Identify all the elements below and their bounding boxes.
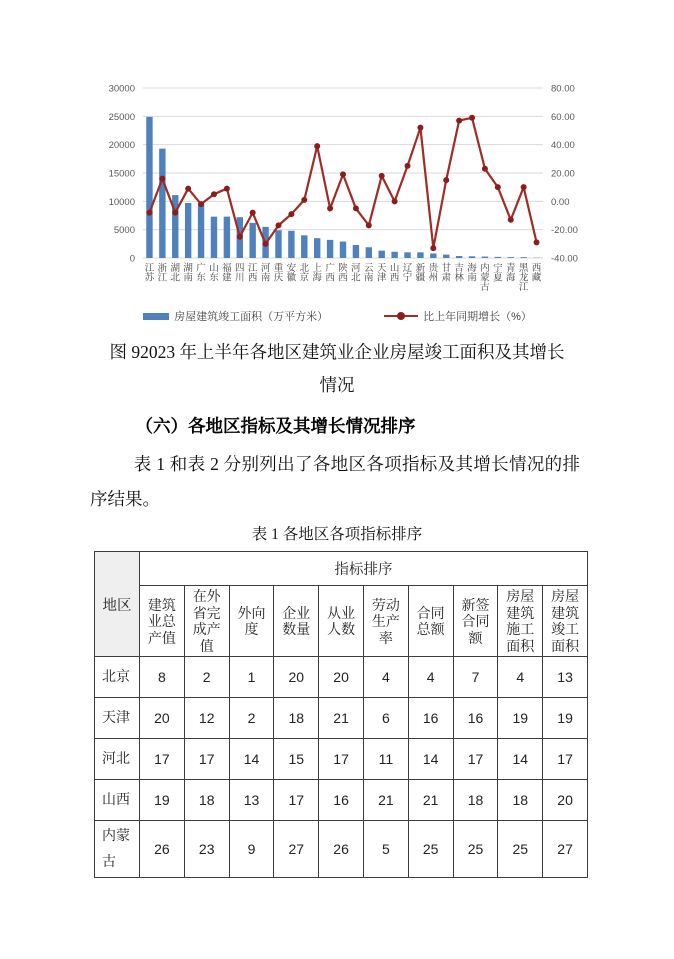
left-axis-tick-label: 5000	[113, 225, 135, 237]
bar	[443, 255, 449, 258]
right-axis-tick-label: 0.00	[551, 196, 570, 208]
rank-cell: 17	[274, 780, 319, 821]
bar-legend-swatch	[143, 313, 169, 320]
indicator-column-header: 建筑业总产值	[140, 586, 185, 657]
bar	[366, 247, 372, 258]
rank-cell: 16	[408, 698, 453, 739]
rank-cell: 4	[363, 657, 408, 698]
bar	[275, 230, 281, 258]
line-marker	[237, 234, 243, 240]
bar	[249, 223, 255, 258]
table-header	[95, 552, 588, 657]
category-label: 辽宁	[402, 263, 413, 284]
rank-cell: 19	[498, 698, 543, 739]
rank-cell: 13	[543, 657, 588, 698]
region-cell: 北京	[95, 657, 140, 698]
table-row	[95, 657, 588, 698]
line-marker	[456, 118, 462, 124]
bar	[404, 252, 410, 258]
bar	[288, 231, 294, 258]
line-marker	[405, 163, 411, 169]
line-marker	[263, 241, 269, 247]
category-label: 内蒙古	[480, 263, 490, 293]
line-marker	[250, 210, 256, 216]
body-paragraph: 表 1 和表 2 分别列出了各地区各项指标及其增长情况的排序结果。	[90, 453, 580, 510]
line-marker	[495, 184, 501, 190]
category-label: 江西	[247, 263, 258, 284]
rank-cell: 11	[363, 739, 408, 780]
left-axis-tick-label: 20000	[108, 140, 135, 152]
rank-cell: 26	[319, 821, 364, 878]
line-marker	[159, 176, 165, 182]
line-marker	[353, 205, 359, 211]
table-row	[95, 739, 588, 780]
bar	[469, 256, 475, 258]
category-label: 福建	[222, 263, 232, 284]
rank-cell: 21	[408, 780, 453, 821]
rank-cell: 14	[229, 739, 274, 780]
rank-cell: 8	[140, 657, 185, 698]
line-marker	[379, 173, 385, 179]
bar	[224, 217, 230, 258]
bar	[508, 257, 514, 258]
bar	[185, 203, 191, 258]
category-label: 广西	[325, 263, 335, 284]
region-column-header: 地区	[95, 552, 140, 657]
bar	[379, 251, 385, 258]
bar	[482, 257, 488, 258]
category-label: 贵州	[428, 263, 439, 284]
line-marker	[366, 222, 372, 228]
line-marker	[430, 245, 436, 251]
left-axis-tick-label: 10000	[108, 196, 135, 208]
rank-cell: 23	[184, 821, 229, 878]
line-marker	[288, 211, 294, 217]
left-axis-tick-label: 25000	[108, 111, 135, 123]
region-cell: 河北	[95, 739, 140, 780]
region-cell: 内蒙古	[95, 821, 140, 878]
rank-cell: 25	[408, 821, 453, 878]
rank-cell: 25	[453, 821, 498, 878]
line-marker	[224, 186, 230, 192]
line-marker	[417, 125, 423, 131]
bar	[198, 204, 204, 258]
table-row	[95, 821, 588, 878]
line-marker	[301, 197, 307, 203]
bar	[456, 256, 462, 258]
left-axis-tick-label: 0	[129, 253, 135, 265]
bar	[417, 252, 423, 258]
rank-cell: 9	[229, 821, 274, 878]
left-axis-tick-label: 30000	[108, 83, 135, 95]
indicator-column-header: 劳动生产率	[363, 586, 408, 657]
rank-cell: 18	[274, 698, 319, 739]
category-label: 西藏	[531, 263, 542, 284]
category-label: 山东	[209, 263, 219, 284]
category-label: 河南	[260, 263, 271, 284]
right-axis-tick-label: -20.00	[551, 225, 578, 237]
rank-cell: 26	[140, 821, 185, 878]
line-marker	[392, 198, 398, 204]
category-label: 广东	[196, 263, 206, 284]
indicator-column-header: 房屋建筑竣工面积	[543, 586, 588, 657]
indicator-header-row	[95, 586, 588, 657]
table-caption: 表 1 各地区各项指标排序	[251, 526, 423, 544]
bar	[353, 245, 359, 258]
rank-cell: 4	[408, 657, 453, 698]
bar	[211, 217, 217, 258]
rank-cell: 2	[229, 698, 274, 739]
line-legend-label: 比上年同期增长（%）	[423, 311, 532, 323]
line-marker	[443, 177, 449, 183]
bar	[520, 257, 526, 258]
rank-cell: 13	[229, 780, 274, 821]
rank-cell: 1	[229, 657, 274, 698]
line-marker	[172, 210, 178, 216]
table-row	[95, 698, 588, 739]
bar	[146, 117, 152, 258]
indicator-column-header: 企业数量	[274, 586, 319, 657]
rank-cell: 18	[184, 780, 229, 821]
category-label: 湖北	[170, 263, 181, 284]
line-marker	[482, 166, 488, 172]
rank-cell: 17	[543, 739, 588, 780]
completion-area-chart	[85, 82, 590, 324]
rank-cell: 12	[184, 698, 229, 739]
rank-cell: 25	[498, 821, 543, 878]
category-label: 江苏	[144, 263, 155, 284]
right-axis-tick-label: 60.00	[551, 111, 575, 123]
category-label: 天津	[376, 263, 387, 284]
legend-item-bar	[143, 308, 328, 324]
line-marker	[211, 191, 217, 197]
group-header: 指标排序	[140, 552, 588, 586]
rank-cell: 19	[543, 698, 588, 739]
category-label: 吉林	[454, 263, 464, 284]
rank-cell: 20	[140, 698, 185, 739]
indicator-column-header: 房屋建筑施工面积	[498, 586, 543, 657]
rank-cell: 14	[498, 739, 543, 780]
right-axis-tick-label: 20.00	[551, 168, 575, 180]
chart-canvas	[85, 82, 590, 306]
rank-cell: 15	[274, 739, 319, 780]
line-marker	[146, 210, 152, 216]
line-marker	[185, 186, 191, 192]
section-heading: （六）各地区指标及其增长情况排序	[135, 415, 416, 436]
category-label: 浙江	[157, 263, 168, 284]
bar-legend-label: 房屋建筑竣工面积（万平方米）	[174, 311, 329, 323]
legend-item-line	[384, 308, 532, 324]
indicator-column-header: 外向度	[229, 586, 274, 657]
bar	[340, 242, 346, 258]
line-marker	[198, 201, 204, 207]
line-legend-marker	[384, 315, 418, 318]
category-label: 北京	[299, 263, 310, 284]
bar	[430, 253, 436, 258]
rank-cell: 21	[319, 698, 364, 739]
figure-caption: 图 92023 年上半年各地区建筑业企业房屋竣工面积及其增长情况	[109, 342, 565, 396]
category-label: 云南	[364, 263, 374, 284]
rank-cell: 20	[274, 657, 319, 698]
table-row	[95, 780, 588, 821]
rank-cell: 4	[498, 657, 543, 698]
rank-cell: 20	[543, 780, 588, 821]
bar	[327, 240, 333, 258]
marker-dot	[397, 312, 405, 320]
rank-cell: 21	[363, 780, 408, 821]
rank-cell: 18	[498, 780, 543, 821]
rank-cell: 7	[453, 657, 498, 698]
indicator-column-header: 合同总额	[408, 586, 453, 657]
line-marker	[314, 143, 320, 149]
indicator-rank-table	[94, 551, 588, 878]
rank-cell: 20	[319, 657, 364, 698]
line-marker	[275, 222, 281, 228]
indicator-column-header: 从业人数	[319, 586, 364, 657]
category-label: 甘肃	[441, 263, 451, 284]
rank-cell: 17	[184, 739, 229, 780]
rank-cell: 5	[363, 821, 408, 878]
rank-cell: 14	[408, 739, 453, 780]
category-label: 宁夏	[493, 263, 503, 284]
category-label: 新疆	[415, 263, 426, 284]
rank-cell: 6	[363, 698, 408, 739]
category-label: 湖南	[183, 263, 193, 284]
line-marker	[340, 171, 346, 177]
rank-cell: 18	[453, 780, 498, 821]
indicator-column-header: 在外省完成产值	[184, 586, 229, 657]
region-cell: 天津	[95, 698, 140, 739]
rank-cell: 17	[140, 739, 185, 780]
category-label: 重庆	[273, 263, 284, 284]
growth-line	[149, 118, 536, 248]
bar	[391, 252, 397, 258]
chart-legend	[85, 308, 590, 324]
indicator-column-header: 新签合同额	[453, 586, 498, 657]
right-axis-tick-label: 40.00	[551, 140, 575, 152]
rank-cell: 2	[184, 657, 229, 698]
category-label: 黑龙江	[518, 263, 529, 293]
category-label: 青海	[505, 263, 516, 284]
category-label: 河北	[351, 263, 361, 284]
rank-cell: 27	[274, 821, 319, 878]
rank-cell: 16	[453, 698, 498, 739]
line-marker	[327, 205, 333, 211]
category-label: 上海	[312, 263, 322, 284]
line-marker	[508, 217, 514, 223]
right-axis-tick-label: -40.00	[551, 253, 578, 265]
bar	[495, 257, 501, 258]
right-axis-tick-label: 80.00	[551, 83, 575, 95]
rank-cell: 27	[543, 821, 588, 878]
category-label: 四川	[235, 263, 245, 284]
category-label: 海南	[467, 263, 477, 284]
bar	[159, 149, 165, 258]
line-marker	[469, 115, 475, 121]
bar	[301, 235, 307, 258]
region-cell: 山西	[95, 780, 140, 821]
category-label: 山西	[389, 263, 400, 284]
line-marker	[534, 239, 540, 245]
category-label: 安徽	[286, 263, 297, 284]
rank-cell: 16	[319, 780, 364, 821]
category-label: 陕西	[338, 263, 348, 284]
bar	[314, 238, 320, 258]
rank-cell: 17	[319, 739, 364, 780]
line-marker	[521, 184, 527, 190]
left-axis-tick-label: 15000	[108, 168, 135, 180]
table-body	[95, 657, 588, 878]
rank-cell: 19	[140, 780, 185, 821]
rank-cell: 17	[453, 739, 498, 780]
